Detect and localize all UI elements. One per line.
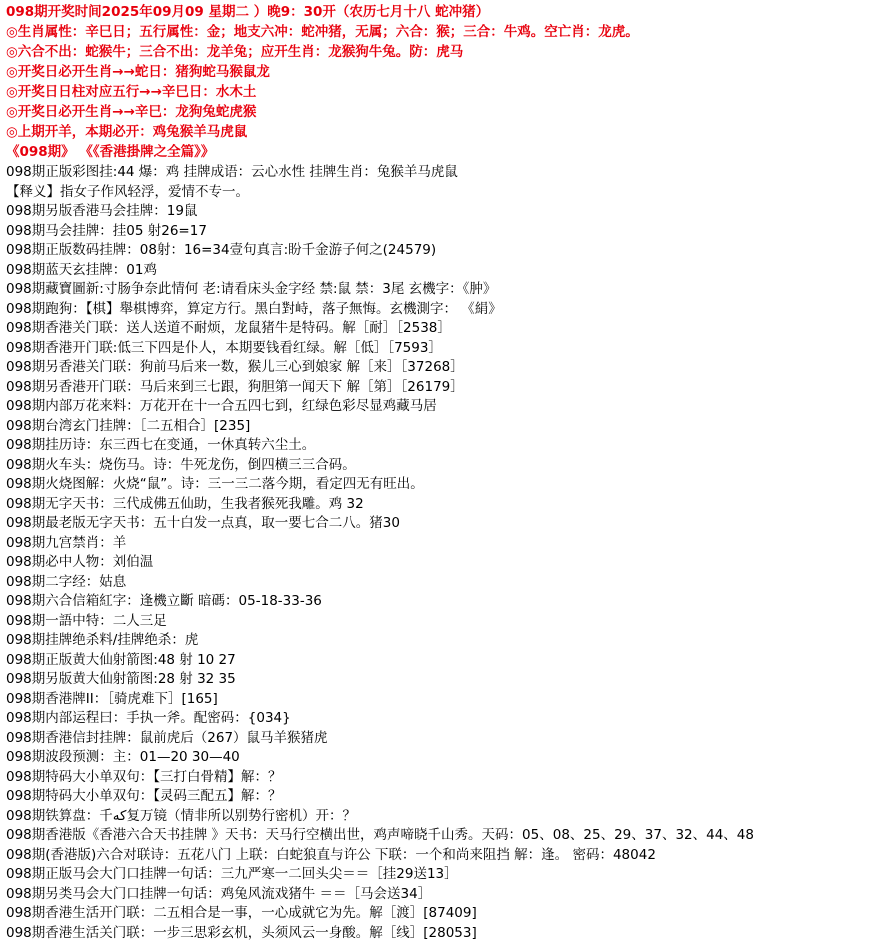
content-line: 098期挂牌绝杀料/挂牌绝杀：虎: [0, 631, 896, 651]
content-line: 098期一語中特：二人三足: [0, 612, 896, 632]
content-line: 098期正版数码挂牌：08射：16=34壹句真言:盼千金游子何之(24579): [0, 241, 896, 261]
content-line: 098期台湾玄门挂牌：［二五相合］[235]: [0, 417, 896, 437]
content-line: 098期正版黄大仙射箭图:48 射 10 27: [0, 651, 896, 671]
content-line: 098期香港版《香港六合天书挂牌 》天书：天马行空横出世，鸡声啼晓千山秀。天码：05、08、25、29、37、32、44、48: [0, 826, 896, 846]
content-line: 098期另香港关门联：狗前马后来一数，猴儿三心到娘家 解［来］［37268］: [0, 358, 896, 378]
content-line: 098期蓝天玄挂牌：01鸡: [0, 261, 896, 281]
content-line: 098期另类马会大门口挂牌一句话：鸡兔风流戏猪牛 ＝＝［马会送34］: [0, 885, 896, 905]
draw-time-header: 098期开奖时间2025年09月09 星期二 ）晚9：30开（农历七月十八 蛇冲猪）: [0, 2, 896, 22]
content-line: 098期最老版无字天书：五十白发一点真，取一要七合二八。猪30: [0, 514, 896, 534]
content-line: 098期九宫禁肖：羊: [0, 534, 896, 554]
content-line: 098期另版香港马会挂牌：19鼠: [0, 202, 896, 222]
liuhe-exclusion-line: ◎六合不出：蛇猴牛；三合不出：龙羊兔；应开生肖：龙猴狗牛兔。防：虎马: [0, 42, 896, 62]
content-line: 098期铁算盘：千که复万镜（情非所以别势行密机）开：？: [0, 807, 896, 827]
content-line: 098期香港牌ⅠⅠ：［骑虎难下］[165]: [0, 690, 896, 710]
content-line: 098期藏寶圖新:寸肠争奈此情何 老:请看床头金字经 禁:鼠 禁：3尾 玄機字：《肿》: [0, 280, 896, 300]
book-title-label: 《《香港掛牌之全篇》》: [79, 144, 214, 160]
content-line: 098期正版彩图挂:44 爆：鸡 挂牌成语：云心水性 挂牌生肖：兔猴羊马虎鼠: [0, 163, 896, 183]
content-line: 098期内部万花来料：万花开在十一合五四七到，红绿色彩尽显鸡藏马居: [0, 397, 896, 417]
content-line: 098期香港生活开门联：二五相合是一事，一心成就它为先。解［渡］[87409]: [0, 904, 896, 924]
content-line: 098期火车头：烧伤马。诗：牛死龙伤，倒四横三三合码。: [0, 456, 896, 476]
content-line: 098期跑狗：【棋】舉棋博弈，算定方行。黑白對峙，落子無悔。玄機測字： 《絹》: [0, 300, 896, 320]
content-line: 098期无字天书：三代成佛五仙助，生我者猴死我雕。鸡 32: [0, 495, 896, 515]
pillar-wuxing-line: ◎开奖日日柱对应五行→→辛巳日：水木土: [0, 82, 896, 102]
content-line: 098期正版马会大门口挂牌一句话：三九严寒一二回头尖＝＝［挂29送13］: [0, 865, 896, 885]
content-line: 098期香港关门联：送人送道不耐烦，龙鼠猪牛是特码。解［耐］［2538］: [0, 319, 896, 339]
section-title: [0, 142, 896, 163]
content-line: 098期六合信箱紅字：逢機立斷 暗碼：05-18-33-36: [0, 592, 896, 612]
content-line: 098期另版黄大仙射箭图:28 射 32 35: [0, 670, 896, 690]
content-line: 098期波段预测：主：01—20 30—40: [0, 748, 896, 768]
content-line: 098期特码大小单双句：【灵码三配五】解：？: [0, 787, 896, 807]
snake-day-line: ◎开奖日必开生肖→→辛巳：龙狗兔蛇虎猴: [0, 102, 896, 122]
content-line: 098期香港信封挂牌：鼠前虎后（267）鼠马羊猴猪虎: [0, 729, 896, 749]
content-line: 098期香港生活关门联：一步三思彩玄机，头须风云一身酸。解［线］[28053]: [0, 924, 896, 943]
content-line: 098期二字经：姑息: [0, 573, 896, 593]
content-line: 【释义】指女子作风轻浮，爱情不专一。: [0, 183, 896, 203]
last-issue-line: ◎上期开羊，本期必开：鸡兔猴羊马虎鼠: [0, 122, 896, 142]
must-open-zodiac-line: ◎开奖日必开生肖→→蛇日：猪狗蛇马猴鼠龙: [0, 62, 896, 82]
content-line: 098期(香港版)六合对联诗：五花八门 上联：白蛇狼直与许公 下联：一个和尚来阻挡 解：逢。 密码：48042: [0, 846, 896, 866]
content-line: 098期内部运程曰：手执一斧。配密码：{034}: [0, 709, 896, 729]
content-lines: [0, 163, 896, 943]
issue-label: 《098期》: [6, 144, 75, 160]
content-line: 098期另香港开门联：马后来到三七跟，狗胆第一闻天下 解［第］［26179］: [0, 378, 896, 398]
content-line: 098期特码大小单双句：【三打白骨精】解：？: [0, 768, 896, 788]
content-line: 098期香港开门联:低三下四是仆人，本期要钱看红绿。解［低］［7593］: [0, 339, 896, 359]
zodiac-attribute-line: ◎生肖属性：辛巳日；五行属性：金；地支六冲：蛇冲猪，无属；六合：猴；三合：牛鸡。空亡肖：龙虎。: [0, 22, 896, 42]
content-line: 098期必中人物：刘伯温: [0, 553, 896, 573]
content-line: 098期挂历诗：东三西七在变通，一休真转六尘土。: [0, 436, 896, 456]
content-line: 098期火烧图解：火烧“鼠”。诗：三一三二落今期，看定四无有旺出。: [0, 475, 896, 495]
content-line: 098期马会挂牌：挂05 射26=17: [0, 222, 896, 242]
